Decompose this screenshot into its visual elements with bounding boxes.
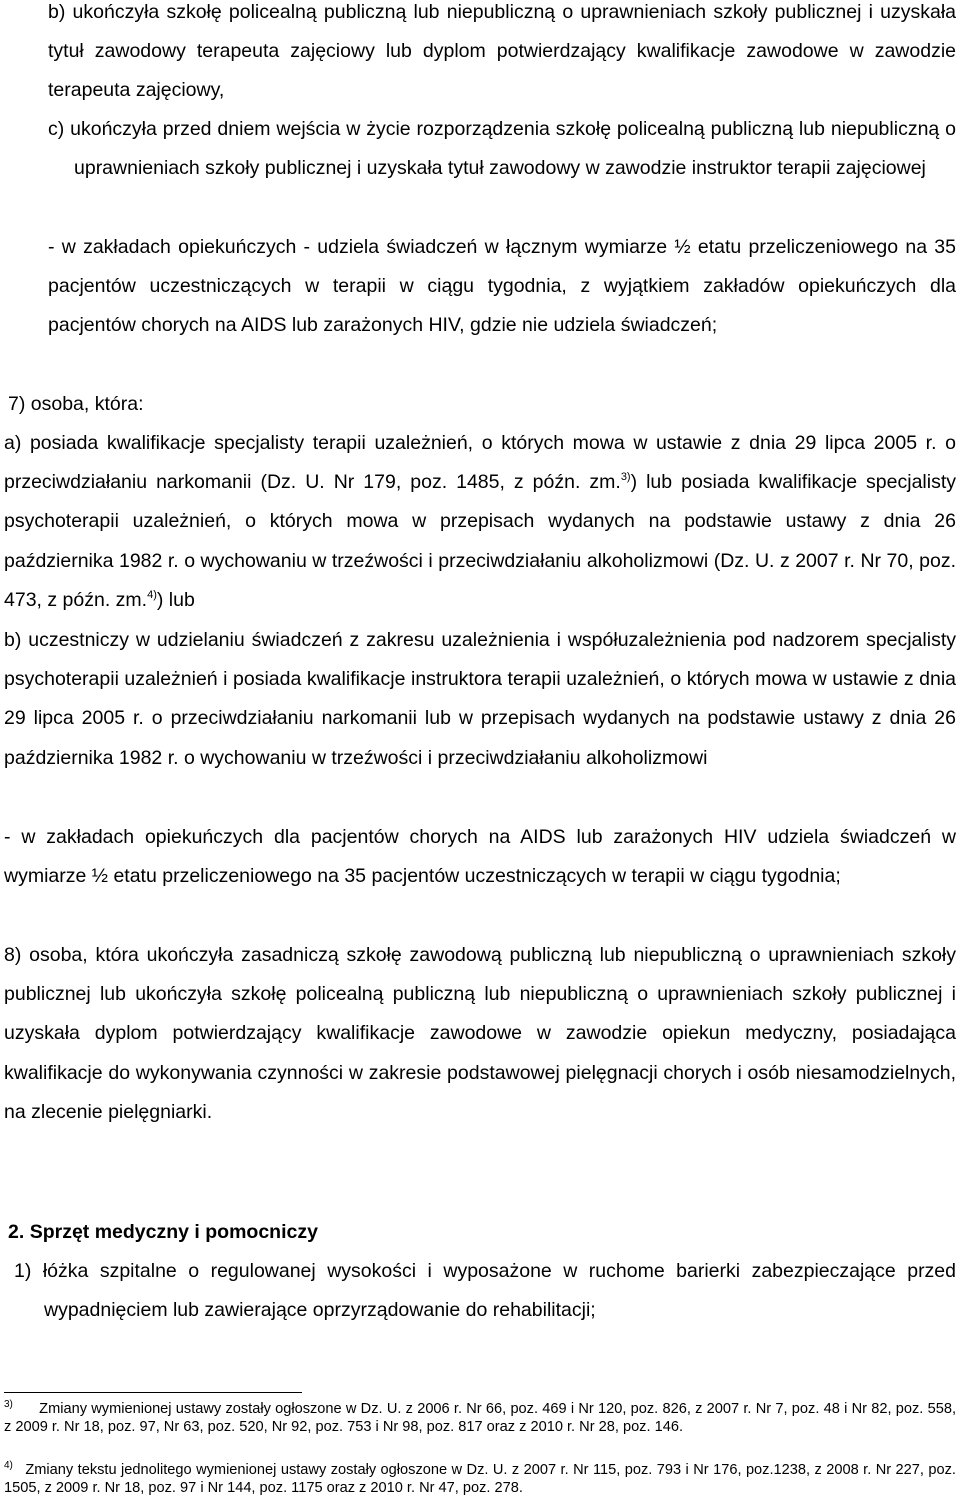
item-1-lozka: 1) łóżka szpitalne o regulowanej wysokości i wyposażone w ruchome barierki zabezpieczające przed wypadnięciem lub zawierające oprzyrządowanie do rehabilitacji; [14, 1260, 956, 1322]
footnote-ref-4[interactable]: 4) [147, 588, 157, 601]
paragraph-a-kwalifikacje [4, 424, 956, 620]
footnote-3-text: Zmiany wymienionej ustawy zostały ogłoszone w Dz. U. z 2006 r. Nr 66, poz. 469 i Nr 120, poz. 826, z 2007 r. Nr 7, poz. 48 i Nr 82, poz. 558, z 2009 r. Nr 18, poz. 97, Nr 63, poz. 520, Nr 92, poz. 753 i Nr 98, poz. 817 oraz z 2010 r. Nr 28, poz. 146. [4, 1401, 956, 1436]
paragraph-b-terapeuta: b) ukończyła szkołę policealną publiczną lub niepubliczną o uprawnieniach szkoły publicznej i uzyskała tytuł zawodowy terapeuta zajęciowy lub dyplom potwierdzający kwalifikacje zawodowe w zawodzie terapeuta zajęciowy, [48, 1, 956, 102]
footnote-3-marker: 3) [4, 1399, 13, 1410]
item-8-paragraph: 8) osoba, która ukończyła zasadniczą szkołę zawodową publiczną lub niepubliczną o uprawnieniach szkoły publicznej lub ukończyła szkołę policealną publiczną lub niepubliczną o uprawnieniach szkoły publicznej i uzyskała dyplom potwierdzający kwalifikacje zawodowe w zawodzie opiekun medyczny, posiadająca kwalifikacje do wykonywania czynności w zakresie podstawowej pielęgnacji chorych i osób niesamodzielnych, na zlecenie pielęgniarki. [4, 944, 956, 1123]
footnote-4 [4, 1461, 956, 1498]
paragraph-a-text-1: a) posiada kwalifikacje specjalisty terapii uzależnień, o których mowa w ustawie z dnia 29 lipca 2005 r. o przeciwdziałaniu narkomanii (Dz. U. Nr 179, poz. 1485, z późn. zm. [4, 432, 956, 494]
section-number: 2. [8, 1221, 25, 1243]
footnote-separator [4, 1392, 302, 1393]
paragraph-dash-aids: - w zakładach opiekuńczych dla pacjentów chorych na AIDS lub zarażonych HIV udziela świadczeń w wymiarze ½ etatu przeliczeniowego na 35 pacjentów uczestniczących w terapii w ciągu tygodnia; [4, 826, 956, 888]
paragraph-b-uczestniczy: b) uczestniczy w udzielaniu świadczeń z zakresu uzależnienia i współuzależnienia pod nadzorem specjalisty psychoterapii uzależnień i posiada kwalifikacje instruktora terapii uzależnień, o których mowa w ustawie z dnia 29 lipca 2005 r. o przeciwdziałaniu narkomanii lub w przepisach wydanych na podstawie ustawy z dnia 26 października 1982 r. o wychowaniu w trzeźwości i przeciwdziałaniu alkoholizmowi [4, 629, 956, 769]
footnote-4-marker: 4) [4, 1460, 13, 1471]
item-7-heading: 7) osoba, która: [8, 393, 144, 415]
footnote-3 [4, 1400, 956, 1437]
section-heading [8, 1214, 318, 1250]
section-title: Sprzęt medyczny i pomocniczy [29, 1221, 318, 1243]
footnote-ref-3[interactable]: 3) [620, 471, 631, 484]
paragraph-dash-zaklady-opiekuncze: - w zakładach opiekuńczych - udziela świadczeń w łącznym wymiarze ½ etatu przeliczeniowego na 35 pacjentów uczestniczących w terapii w ciągu tygodnia, z wyjątkiem zakładów opiekuńczych dla pacjentów chorych na AIDS lub zarażonych HIV, gdzie nie udziela świadczeń; [48, 236, 956, 337]
paragraph-c-instruktor: c) ukończyła przed dniem wejścia w życie rozporządzenia szkołę policealną publiczną lub niepubliczną o uprawnieniach szkoły publicznej i uzyskała tytuł zawodowy w zawodzie instruktor terapii zajęciowej [48, 118, 956, 180]
footnote-4-text: Zmiany tekstu jednolitego wymienionej ustawy zostały ogłoszone w Dz. U. z 2007 r. Nr 115, poz. 793 i Nr 176, poz.1238, z 2008 r. Nr 227, poz. 1505, z 2009 r. Nr 18, poz. 97 i Nr 144, poz. 1175 oraz z 2010 r. Nr 47, poz. 278. [4, 1462, 956, 1497]
paragraph-a-text-2: ) lub posiada kwalifikacje specjalisty psychoterapii uzależnień, o których mowa w przepisach wydanych na podstawie ustawy z dnia 26 października 1982 r. o wychowaniu w trzeźwości i przeciwdziałaniu alkoholizmowi (Dz. U. z 2007 r. Nr 70, poz. 473, z późn. zm. [4, 471, 957, 611]
paragraph-a-text-3: ) lub [156, 588, 195, 611]
